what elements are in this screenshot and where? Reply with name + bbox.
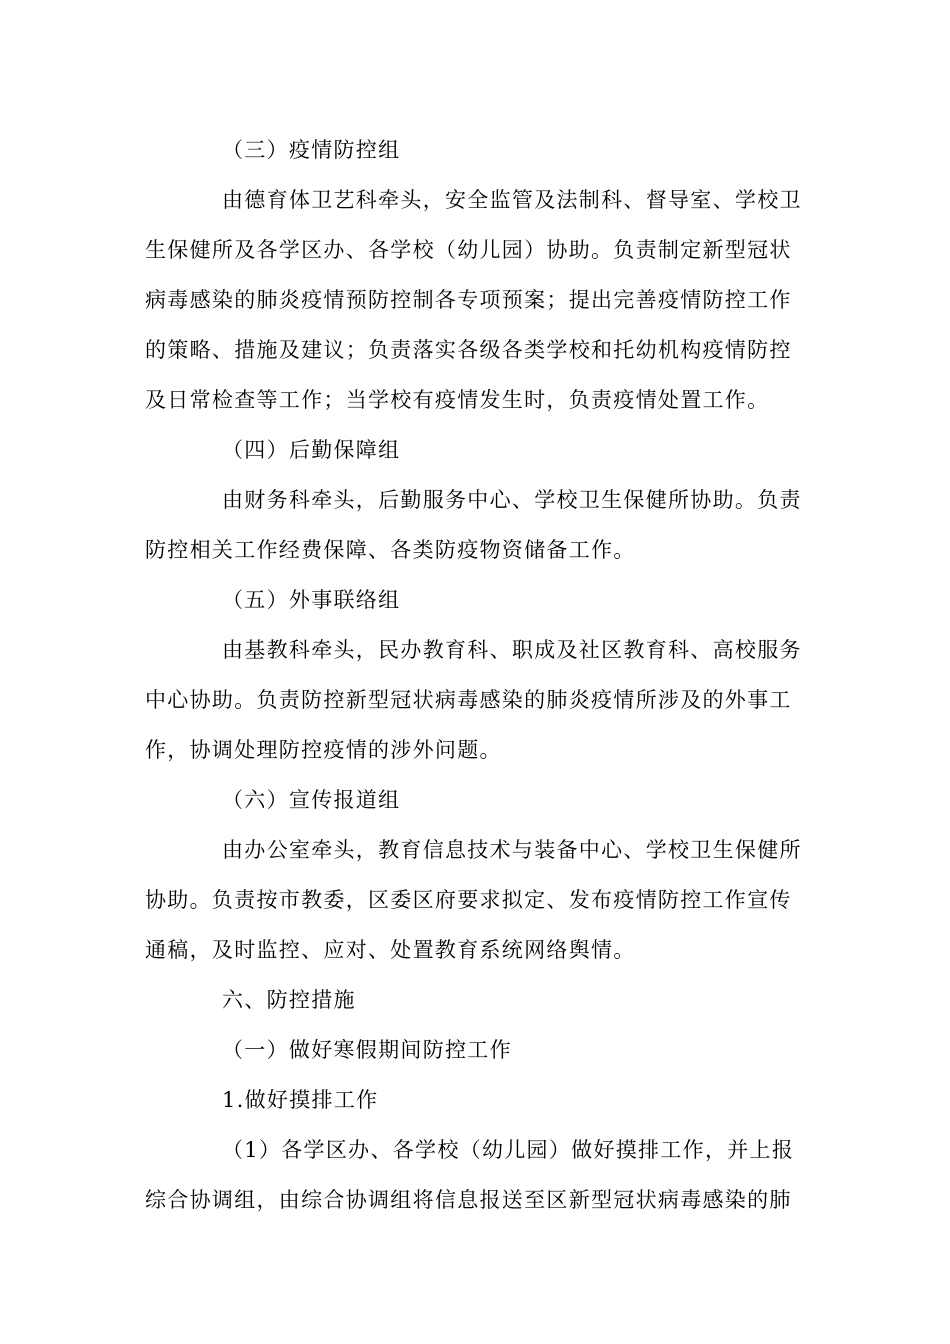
paragraph-line: 由德育体卫艺科牵头，安全监管及法制科、督导室、学校卫 bbox=[222, 188, 802, 212]
paragraph-line: 协助。负责按市教委，区委区府要求拟定、发布疫情防控工作宣传 bbox=[145, 888, 792, 912]
paragraph-line: 综合协调组，由综合协调组将信息报送至区新型冠状病毒感染的肺 bbox=[145, 1188, 792, 1212]
heading-foreign-affairs-group: （五）外事联络组 bbox=[222, 588, 401, 612]
paragraph-line: 通稿，及时监控、应对、处置教育系统网络舆情。 bbox=[145, 938, 636, 962]
paragraph-line: 由财务科牵头，后勤服务中心、学校卫生保健所协助。负责 bbox=[222, 488, 802, 512]
heading-prevention-measures: 六、防控措施 bbox=[222, 988, 356, 1012]
paragraph-line: 作，协调处理防控疫情的涉外问题。 bbox=[145, 738, 502, 762]
paragraph-line: 病毒感染的肺炎疫情预防控制各专项预案；提出完善疫情防控工作 bbox=[145, 288, 792, 312]
paragraph-line: 及日常检查等工作；当学校有疫情发生时，负责疫情处置工作。 bbox=[145, 388, 770, 412]
paragraph-line: 由办公室牵头，教育信息技术与装备中心、学校卫生保健所 bbox=[222, 838, 802, 862]
subheading-winter-break: （一）做好寒假期间防控工作 bbox=[222, 1038, 512, 1062]
paragraph-line: 的策略、措施及建议；负责落实各级各类学校和托幼机构疫情防控 bbox=[145, 338, 792, 362]
paragraph-line: （1）各学区办、各学校（幼儿园）做好摸排工作，并上报 bbox=[222, 1138, 795, 1162]
heading-logistics-group: （四）后勤保障组 bbox=[222, 438, 401, 462]
paragraph-line: 由基教科牵头，民办教育科、职成及社区教育科、高校服务 bbox=[222, 638, 802, 662]
heading-epidemic-control-group: （三）疫情防控组 bbox=[222, 138, 401, 162]
paragraph-line: 防控相关工作经费保障、各类防疫物资储备工作。 bbox=[145, 538, 636, 562]
heading-publicity-group: （六）宣传报道组 bbox=[222, 788, 401, 812]
paragraph-line: 中心协助。负责防控新型冠状病毒感染的肺炎疫情所涉及的外事工 bbox=[145, 688, 792, 712]
paragraph-line: 生保健所及各学区办、各学校（幼儿园）协助。负责制定新型冠状 bbox=[145, 238, 792, 262]
subheading-survey-work: 1.做好摸排工作 bbox=[222, 1088, 379, 1112]
